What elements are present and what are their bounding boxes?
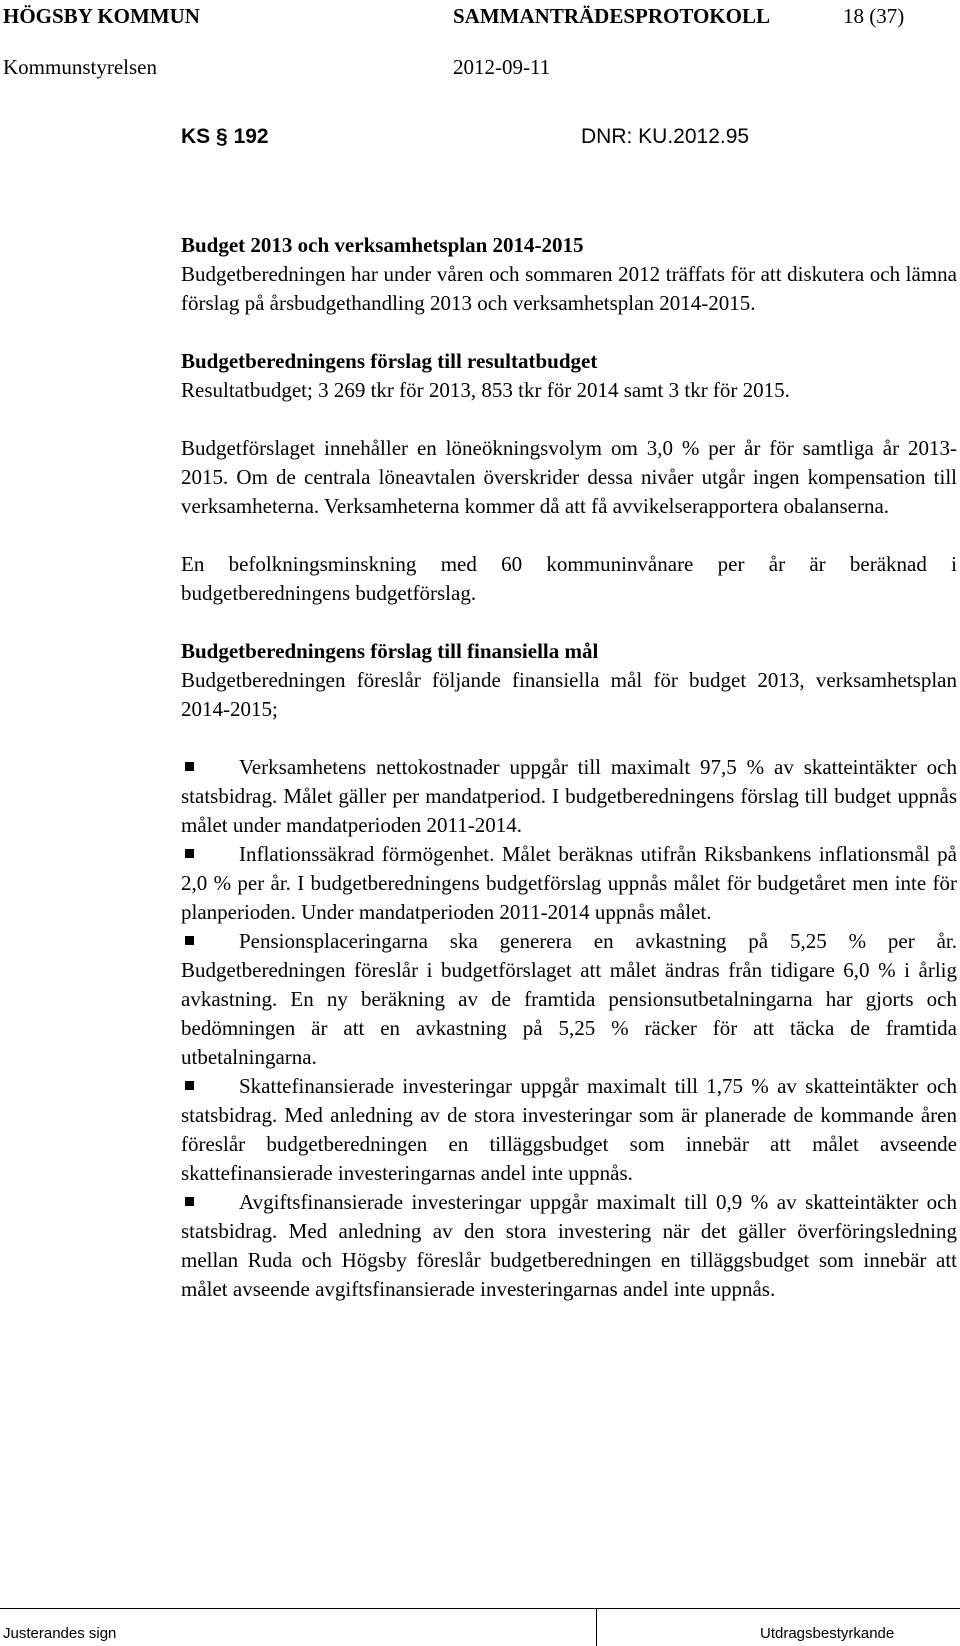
bullet-square-icon	[185, 849, 194, 858]
result-budget-heading: Budgetberedningens förslag till resultatbudget	[181, 349, 598, 373]
dnr-number: DNR: KU.2012.95	[581, 125, 750, 148]
financial-goals-heading: Budgetberedningens förslag till finansiella mål	[181, 639, 599, 663]
list-item	[181, 1188, 957, 1304]
list-item-text: Pensionsplaceringarna ska generera en avkastning på 5,25 % per år. Budgetberedningen föreslår i budgetförslaget att målet ändras från tidigare 6,0 % i årlig avkastning. En ny beräkning av de framtida pensionsutbetalningarna har gjorts och bedömningen är att en avkastning på 5,25 % räcker för att täcka de framtida utbetalningarna.	[181, 929, 957, 1069]
list-item-text: Avgiftsfinansierade investeringar uppgår maximalt till 0,9 % av skatteintäkter och statsbidrag. Med anledning av den stora investering när det gäller överföringsledning mellan Ruda och Högsby föreslår budgetberedningen en tilläggsbudget som innebär att målet avseende avgiftsfinansierade investeringarnas andel inte uppnås.	[181, 1190, 957, 1301]
case-reference	[181, 126, 769, 147]
financial-goals-list	[181, 753, 957, 1304]
list-item	[181, 753, 957, 840]
intro-paragraph: Budgetberedningen har under våren och sommaren 2012 träffats för att diskutera och lämna förslag på årsbudgethandling 2013 och verksamhetsplan 2014-2015.	[181, 262, 957, 315]
population-paragraph: En befolkningsminskning med 60 kommuninvånare per år är beräknad i budgetberedningens budgetförslag.	[181, 552, 957, 605]
list-item	[181, 840, 957, 927]
section-sign: §	[216, 125, 228, 148]
result-budget-paragraph: Resultatbudget; 3 269 tkr för 2013, 853 tkr för 2014 samt 3 tkr för 2015.	[181, 378, 790, 402]
financial-goals-intro: Budgetberedningen föreslår följande finansiella mål för budget 2013, verksamhetsplan 2014-2015;	[181, 668, 957, 721]
bullet-square-icon	[185, 1081, 194, 1090]
page-number: 18 (37)	[843, 4, 905, 28]
attest-signature-label: Justerandes sign	[3, 1625, 117, 1642]
case-number: 192	[233, 125, 269, 148]
footer-column-divider	[596, 1608, 597, 1646]
ks-label: KS	[181, 125, 211, 148]
document-type: SAMMANTRÄDESPROTOKOLL	[453, 4, 770, 28]
document-body	[181, 231, 957, 1304]
committee-name: Kommunstyrelsen	[3, 55, 157, 79]
salary-paragraph: Budgetförslaget innehåller en löneökningsvolym om 3,0 % per år för samtliga år 2013-2015. Om de centrala löneavtalen överskrider dessa nivåer utgår ingen kompensation till verksamheterna. Verksamheterna kommer då att få avvikelserapportera obalanserna.	[181, 436, 957, 518]
bullet-square-icon	[185, 1197, 194, 1206]
bullet-square-icon	[185, 762, 194, 771]
list-item	[181, 1072, 957, 1188]
meeting-date: 2012-09-11	[453, 55, 551, 79]
section-title: Budget 2013 och verksamhetsplan 2014-2015	[181, 233, 584, 257]
bullet-square-icon	[185, 936, 194, 945]
list-item-text: Inflationssäkrad förmögenhet. Målet beräknas utifrån Riksbankens inflationsmål på 2,0 % per år. I budgetberedningens budgetförslag uppnås målet för budgetåret men inte för planperioden. Under mandatperioden 2011-2014 uppnås målet.	[181, 842, 957, 924]
list-item-text: Verksamhetens nettokostnader uppgår till maximalt 97,5 % av skatteintäkter och statsbidrag. Målet gäller per mandatperiod. I budgetberedningens förslag till budget uppnås målet under mandatperioden 2011-2014.	[181, 755, 957, 837]
municipality-name: HÖGSBY KOMMUN	[3, 4, 200, 28]
list-item	[181, 927, 957, 1072]
footer-divider-line	[0, 1608, 960, 1609]
extract-certification-label: Utdragsbestyrkande	[760, 1625, 895, 1642]
list-item-text: Skattefinansierade investeringar uppgår maximalt till 1,75 % av skatteintäkter och statsbidrag. Med anledning av de stora investeringar som är planerade de kommande åren föreslår budgetberedningen en tilläggsbudget som innebär att målet avseende skattefinansierade investeringarnas andel inte uppnås.	[181, 1074, 957, 1185]
